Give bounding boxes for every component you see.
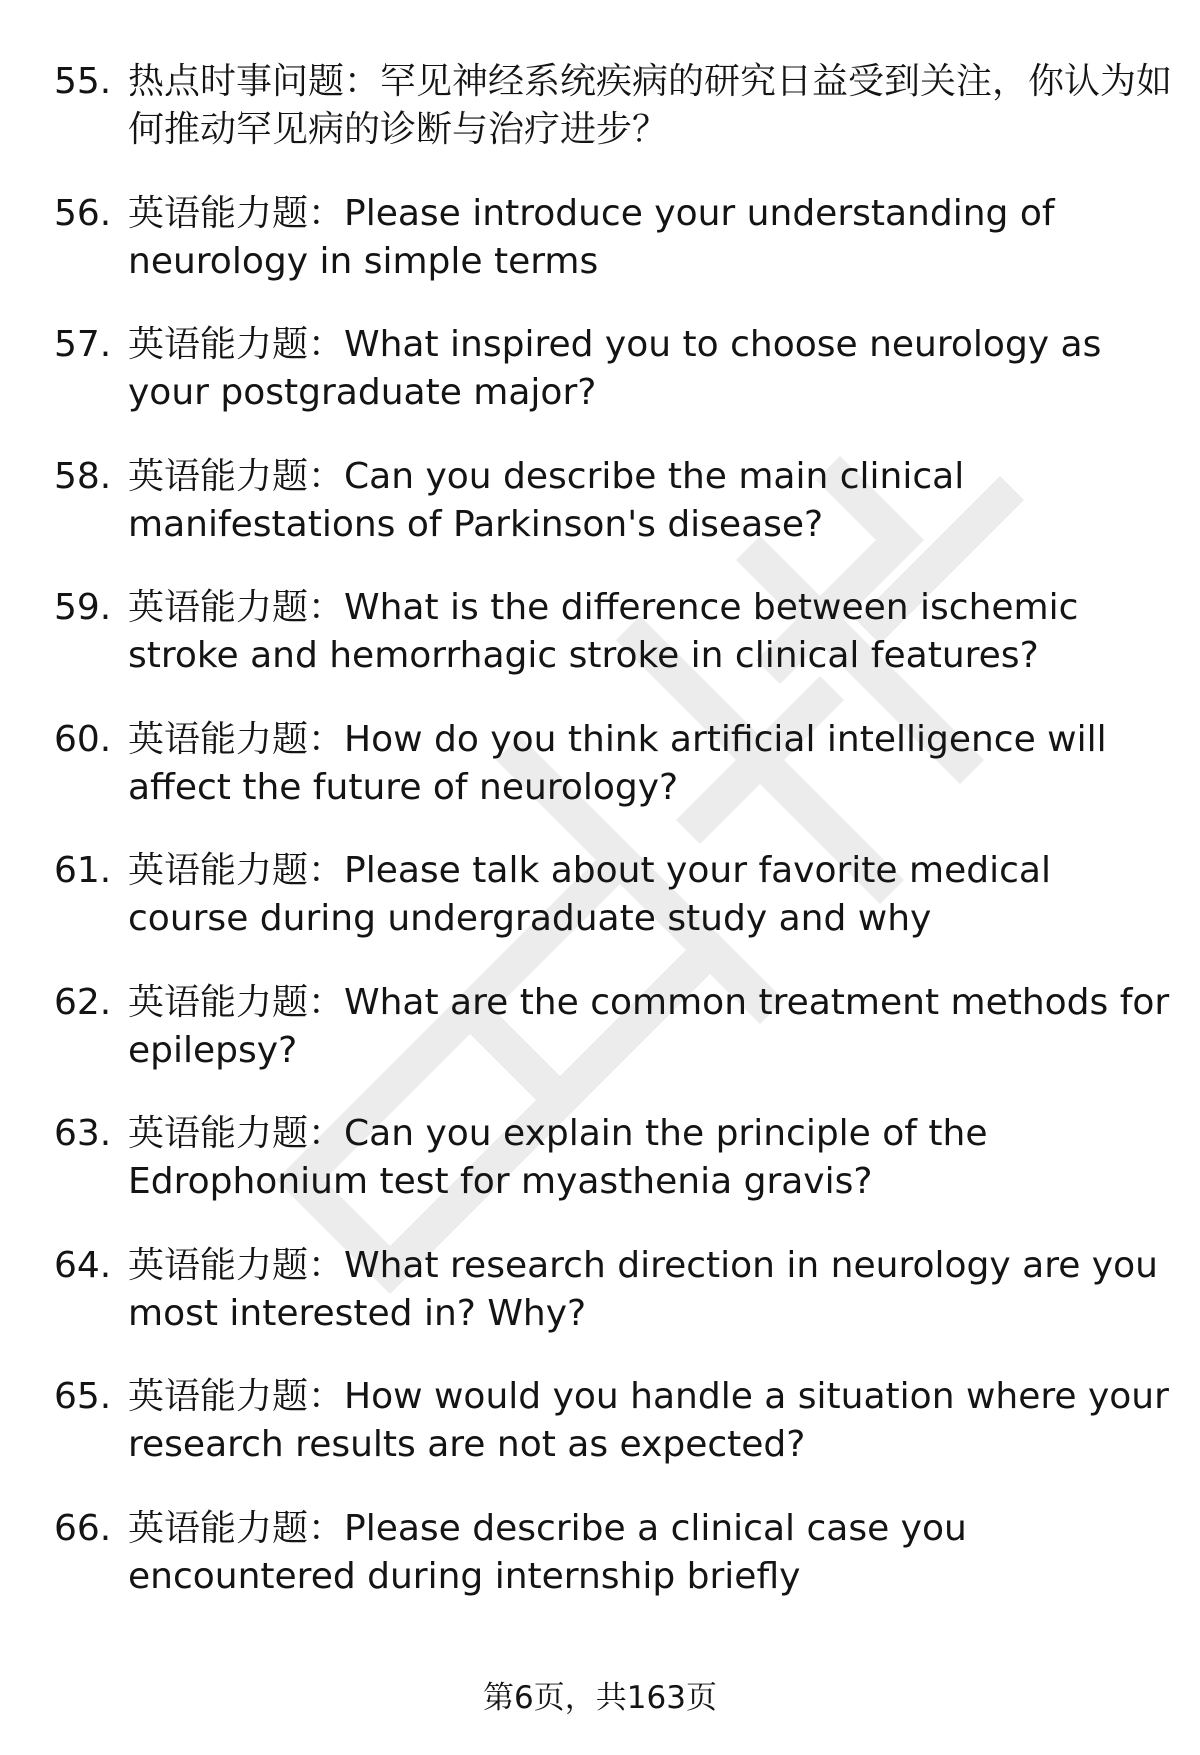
- page-footer: 第6页，共163页: [483, 1680, 717, 1716]
- question-number: 60.: [54, 718, 112, 760]
- question-item: [54, 1110, 1174, 1242]
- question-list: [54, 58, 1174, 1636]
- question-text: 英语能力题：How would you handle a situation where your research results are not as expected?: [128, 1376, 1169, 1465]
- question-number: 64.: [54, 1244, 112, 1286]
- question-text: 英语能力题：What is the difference between ischemic stroke and hemorrhagic stroke in clinical features?: [128, 587, 1079, 676]
- question-text: 英语能力题：What are the common treatment methods for epilepsy?: [128, 981, 1170, 1071]
- question-item: [54, 1242, 1174, 1374]
- question-text: 英语能力题：Can you describe the main clinical manifestations of Parkinson's disease?: [128, 455, 965, 545]
- question-text: 英语能力题：Please describe a clinical case you encountered during internship briefly: [128, 1507, 967, 1597]
- question-text: 英语能力题：How do you think artificial intelligence will affect the future of neurology?: [128, 718, 1107, 808]
- question-item: [54, 847, 1174, 979]
- question-item: [54, 321, 1174, 453]
- question-text: 英语能力题：What inspired you to choose neurology as your postgraduate major?: [128, 324, 1102, 413]
- question-item: [54, 58, 1174, 190]
- question-item: [54, 453, 1174, 585]
- question-number: 56.: [54, 192, 112, 234]
- question-number: 59.: [54, 587, 112, 628]
- question-number: 55.: [54, 61, 112, 102]
- question-item: [54, 979, 1174, 1111]
- question-item: [54, 1373, 1174, 1505]
- question-item: [54, 716, 1174, 848]
- question-number: 65.: [54, 1376, 112, 1417]
- question-number: 63.: [54, 1113, 112, 1154]
- question-item: [54, 190, 1174, 322]
- question-text: 英语能力题：Please introduce your understanding of neurology in simple terms: [128, 192, 1055, 282]
- question-number: 66.: [54, 1507, 112, 1549]
- question-text: 英语能力题：What research direction in neurology are you most interested in? Why?: [128, 1244, 1158, 1334]
- question-text: 热点时事问题：罕见神经系统疾病的研究日益受到关注，你认为如何推动罕见病的诊断与治疗进步？: [128, 61, 1173, 150]
- question-number: 58.: [54, 455, 112, 497]
- question-number: 57.: [54, 324, 112, 365]
- question-text: 英语能力题：Please talk about your favorite medical course during undergraduate study and why: [128, 850, 1051, 939]
- question-number: 61.: [54, 850, 112, 891]
- question-item: [54, 584, 1174, 716]
- question-text: 英语能力题：Can you explain the principle of the Edrophonium test for myasthenia gravis?: [128, 1113, 988, 1202]
- question-item: [54, 1505, 1174, 1637]
- question-number: 62.: [54, 981, 112, 1023]
